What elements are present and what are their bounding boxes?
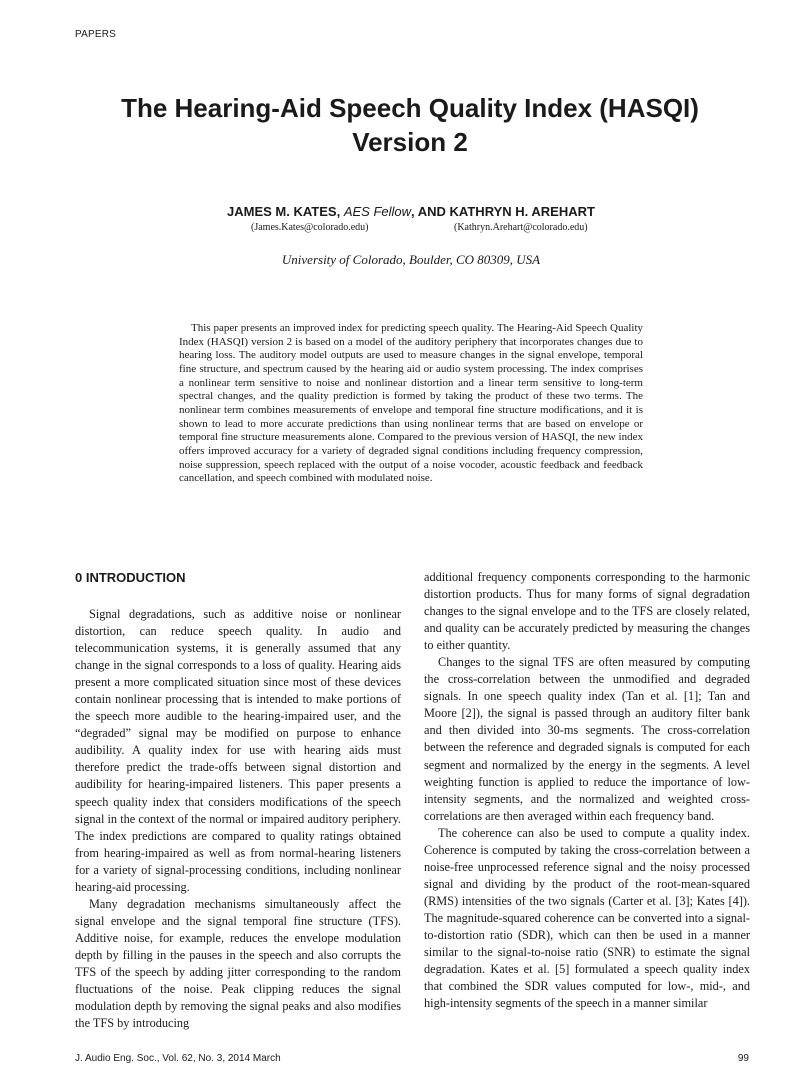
- right-column: [424, 569, 750, 1012]
- author-2-email: (Kathryn.Arehart@colorado.edu): [454, 222, 588, 233]
- footer-journal: J. Audio Eng. Soc., Vol. 62, No. 3, 2014 March: [75, 1053, 281, 1064]
- affiliation: University of Colorado, Boulder, CO 80309, USA: [281, 252, 541, 267]
- running-head: PAPERS: [75, 29, 117, 40]
- abstract: This paper presents an improved index for predicting speech quality. The Hearing-Aid Speech Quality Index (HASQI) version 2 is based on a model of the auditory periphery that incorporates changes due to hearing loss. The auditory model outputs are used to measure changes in the signal envelope, temporal fine structure, and spectrum caused by the hearing aid or audio system processing. The index comprises a nonlinear term sensitive to noise and nonlinear distortion and a linear term sensitive to long-term spectral changes, and the quality prediction is formed by taking the product of these two terms. The nonlinear term combines measurements of envelope and temporal fine structure modifications, and it is shown to lead to more accurate predictions than using nonlinear terms that are based on envelope or temporal fine structure measurements alone. Compared to the previous version of HASQI, the new index offers improved accuracy for a variety of degraded signal conditions including frequency compression, noise suppression, speech replaced with the output of a noise vocoder, acoustic feedback and feedback cancellation, and speech combined with modulated noise.: [179, 322, 643, 485]
- body-paragraph: additional frequency components corresponding to the harmonic distortion products. Thus for many forms of signal degradation changes to the signal envelope and to the TFS are closely related, and quality can be accurately predicted by measuring the changes to either quantity.: [424, 570, 750, 653]
- body-paragraph: The coherence can also be used to compute a quality index. Coherence is computed by taking the cross-correlation between a noise-free unprocessed reference signal and the noisy processed signal and dividing by the product of the root-mean-squared (RMS) intensities of the two signals (Carter et al. [3]; Kates [4]). The magnitude-squared coherence can be converted into a signal-to-distortion ratio (SDR), which can then be used in a manner similar to the signal-to-noise ratio (SNR) to estimate the signal degradation. Kates et al. [5] formulated a speech quality index that combined the SDR values computed for low-, mid-, and high-intensity segments of the speech in a manner similar: [424, 825, 750, 1011]
- body-paragraph: Signal degradations, such as additive noise or nonlinear distortion, can reduce speech quality. In audio and telecommunication systems, it is generally assumed that any change in the signal corresponds to a loss of quality. Hearing aids present a more complicated situation since most of these devices contain nonlinear processing that is intended to make portions of the speech more audible to the hearing-impaired user, and the “degraded” signal may be modified on purpose to enhance audibility. A quality index for use with hearing aids must therefore predict the trade-offs between signal distortion and audibility for hearing-impaired listeners. This paper presents a speech quality index that considers modifications of the speech signal in the context of the normal or impaired auditory periphery. The index predictions are compared to quality ratings obtained from hearing-impaired as well as from normal-hearing listeners for a variety of signal-processing conditions, including nonlinear hearing-aid processing.: [75, 607, 401, 894]
- author-1-email: (James.Kates@colorado.edu): [251, 222, 369, 233]
- author-1-fellow: AES Fellow: [343, 204, 412, 219]
- body-paragraph: Changes to the signal TFS are often measured by computing the cross-correlation between the unmodified and degraded signals. In one speech quality index (Tan et al. [1]; Tan and Moore [2]), the signal is passed through an auditory filter bank and then divided into 30-ms segments. The cross-correlation between the reference and degraded signals is computed for each segment and normalized by the energy in the segments. A level weighting function is applied to reduce the importance of low-intensity segments, and the normalized and weighted cross-correlations are then averaged within each frequency band.: [424, 655, 750, 823]
- body-paragraph: Many degradation mechanisms simultaneously affect the signal envelope and the signal temporal fine structure (TFS). Additive noise, for example, reduces the envelope modulation depth by filling in the pauses in the speech and also corrupts the TFS of the speech by adding jitter corresponding to the random fluctuations of the noise. Peak clipping reduces the signal modulation depth by removing the signal peaks and also modifies the TFS by introducing: [75, 896, 401, 1031]
- title-line-1: The Hearing-Aid Speech Quality Index (HASQI): [121, 93, 699, 123]
- section-heading: 0 INTRODUCTION: [75, 570, 186, 585]
- title-line-2: Version 2: [352, 127, 468, 157]
- author-line: [0, 204, 806, 219]
- author-1-name: JAMES M. KATES,: [227, 204, 341, 219]
- page-number: 99: [737, 1053, 749, 1064]
- author-2-name: , AND KATHRYN H. AREHART: [411, 204, 595, 219]
- left-column: [75, 569, 401, 1032]
- paper-title: [60, 91, 760, 159]
